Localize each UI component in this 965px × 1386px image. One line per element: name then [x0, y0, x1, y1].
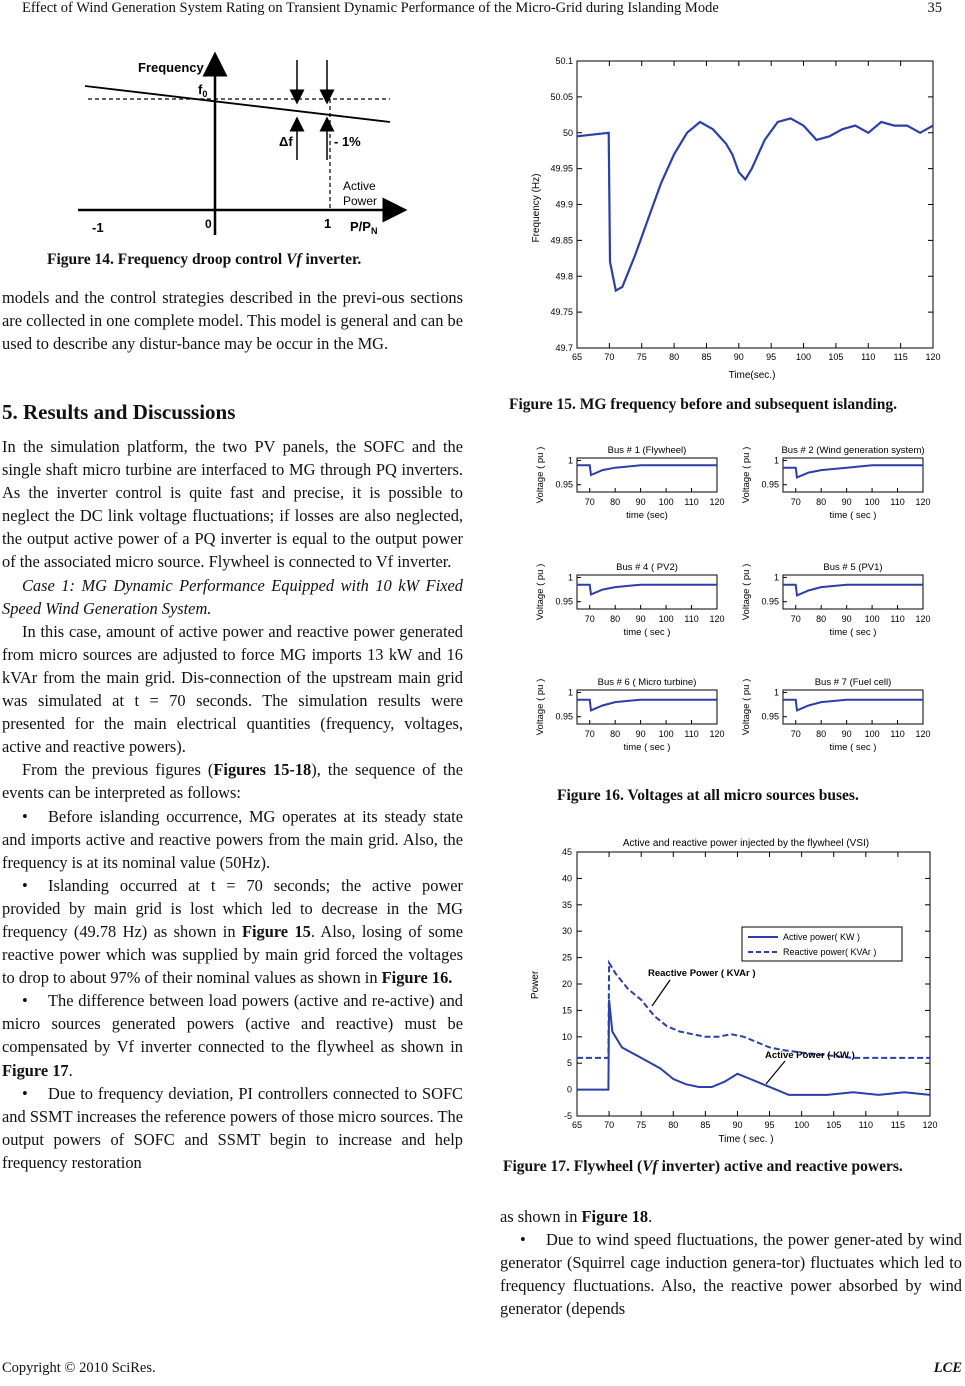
fig16-voltage-line [783, 700, 923, 711]
fig15-xtick-label: 120 [925, 352, 941, 362]
fig16-xtick-label: 120 [709, 497, 725, 507]
fig16-xtick-label: 90 [635, 614, 646, 624]
fig16-ylabel: Voltage ( pu ) [741, 563, 752, 621]
fig17-xtick-label: 95 [764, 1120, 775, 1130]
fig16-xtick-label: 80 [610, 729, 621, 739]
fig16-panel-title: Bus # 1 (Flywheel) [607, 445, 687, 456]
fig17-ytick-label: 0 [566, 1084, 572, 1095]
section-heading: 5. Results and Discussions [2, 400, 236, 424]
fig16-ylabel: Voltage ( pu ) [535, 678, 546, 736]
fig15-ylabel: Frequency (Hz) [531, 173, 542, 243]
fig17-xtick-label: 105 [826, 1120, 842, 1130]
fig16-xtick-label: 120 [915, 729, 931, 739]
fig15-ytick-label: 50.1 [555, 56, 573, 66]
fig16-xtick-label: 120 [709, 614, 725, 624]
fig15-ytick-label: 49.95 [550, 163, 573, 174]
fig17-plot-frame [577, 852, 930, 1116]
fig16-xtick-label: 100 [864, 729, 880, 739]
fig16-xtick-label: 90 [841, 729, 852, 739]
fig17-ytick-label: 40 [561, 873, 572, 884]
fig16-xtick-label: 100 [658, 729, 674, 739]
fig17-annotation-reactive-arrow [652, 980, 670, 1006]
fig16-xtick-label: 80 [816, 614, 827, 624]
figure-15-caption: Figure 15. MG frequency before and subsequent islanding. [509, 396, 897, 413]
fig17-xtick-label: 85 [700, 1120, 711, 1130]
fig14-tick-m1: -1 [92, 220, 104, 235]
fig16-xtick-label: 110 [890, 614, 905, 624]
left-paragraph-3: In this case, amount of active power and reactive power generated from micro sources are adjusted to force MG imports 13 kW and 16 kVAr from the main grid. Dis-connection of the upstream main grid was simulated at t = 70 seconds. The simulation results were presented for the main electrical quantities (frequency, voltages, active and reactive powers). [2, 621, 463, 757]
fig16-xtick-label: 90 [841, 497, 852, 507]
fig16-xtick-label: 100 [864, 497, 880, 507]
fig17-annotation-active: Active Power ( KW ) [765, 1050, 855, 1061]
fig15-frequency-line [577, 118, 933, 290]
fig14-f0-label: f [198, 82, 203, 97]
fig15-ytick-label: 49.9 [555, 199, 573, 210]
fig14-tick-1: 1 [324, 216, 332, 231]
fig16-ytick-label: 1 [773, 455, 779, 466]
fig17-xtick-label: 120 [922, 1120, 938, 1130]
fig17-ytick-label: 35 [561, 899, 572, 910]
fig16-panel-title: Bus # 2 (Wind generation system) [781, 445, 925, 456]
fig15-ytick-label: 50 [562, 127, 573, 138]
fig17-ytick-label: 15 [561, 1005, 572, 1016]
fig15-xtick-label: 65 [571, 352, 583, 362]
fig16-xtick-label: 110 [684, 614, 699, 624]
fig16-xtick-label: 110 [890, 497, 905, 507]
fig16-voltage-line [577, 585, 717, 595]
figure-14-caption: Figure 14. Frequency droop control Vf inverter. [47, 251, 362, 268]
fig17-xtick-label: 115 [890, 1120, 906, 1130]
fig16-xtick-label: 70 [584, 497, 595, 507]
page-number: 35 [927, 0, 942, 16]
fig15-xtick-label: 75 [636, 352, 647, 362]
fig16-ytick-label: 0.95 [761, 479, 779, 490]
fig15-xlabel: Time(sec.) [728, 370, 776, 381]
fig17-xtick-label: 100 [794, 1120, 810, 1130]
fig17-ytick-label: 45 [561, 847, 572, 857]
fig16-xtick-label: 100 [658, 614, 674, 624]
fig16-xtick-label: 70 [790, 497, 801, 507]
bullet-2: • Islanding occurred at t = 70 seconds; the active power provided by main grid is lost which led to decrease in the MG frequency (49.78 Hz) as shown in Figure 15. Also, losing of some reactive power which was supplied by main grid forced the voltages to drop to about 97% of their nominal values as shown in Figure 16. [2, 875, 463, 988]
fig17-ylabel: Power [530, 970, 541, 1000]
fig16-panel-frame [577, 458, 717, 492]
figure-16-caption: Figure 16. Voltages at all micro sources buses. [557, 787, 859, 804]
fig16-ylabel: Voltage ( pu ) [535, 446, 546, 504]
right-column-body [500, 1205, 962, 1320]
fig16-xtick-label: 80 [610, 497, 621, 507]
fig15-xtick-label: 80 [669, 352, 680, 362]
fig17-xtick-label: 90 [732, 1120, 743, 1130]
left-paragraph-2: In the simulation platform, the two PV panels, the SOFC and the single shaft micro turbine are interfaced to MG through PQ inverters. As the inverter control is quite fast and precise, it is possible to neglect the DC link voltage fluctuations; if losses are also neglected, the output active power of a PQ inverter is equal to the output power of the associated micro source. Flywheel is connected to Vf inverter. [2, 437, 463, 572]
fig15-ytick-label: 49.7 [555, 343, 573, 353]
fig16-voltage-line [577, 700, 717, 711]
running-header [22, 0, 942, 22]
fig17-ytick-label: 10 [561, 1031, 572, 1042]
fig16-xtick-label: 70 [584, 729, 595, 739]
fig15-ytick-label: 49.75 [550, 307, 573, 318]
fig16-xtick-label: 120 [915, 497, 931, 507]
fig17-annotation-active-arrow [766, 1061, 785, 1084]
fig16-panel-title: Bus # 4 ( PV2) [616, 562, 678, 573]
fig16-ytick-label: 1 [567, 687, 573, 698]
bullet-3: • The difference between load powers (active and re-active) and micro sources generated powers (active and reactive) must be compensated by Vf inverter connected to the flywheel as shown in Figure 17. [2, 991, 463, 1080]
fig16-ytick-label: 1 [567, 455, 573, 466]
right-bullet-1: • Due to wind speed fluctuations, the power gener-ated by wind generator (Squirrel cage induction genera-tor) fluctuates which led to frequency fluctuations. Also, the reactive power absorbed by wind generator (depends [500, 1230, 962, 1319]
fig17-active-power-line [577, 1000, 930, 1095]
fig16-xtick-label: 120 [915, 614, 931, 624]
fig15-xtick-label: 95 [766, 352, 777, 362]
fig16-ytick-label: 0.95 [555, 479, 573, 490]
figure-17-caption: Figure 17. Flywheel (Vf inverter) active and reactive powers. [503, 1158, 903, 1175]
fig16-voltage-line [783, 585, 923, 596]
figure-14-droop-diagram [60, 50, 410, 250]
fig16-ytick-label: 0.95 [761, 711, 779, 722]
fig16-xtick-label: 80 [816, 497, 827, 507]
fig17-legend-active-label: Active power( KW ) [783, 932, 861, 942]
footer-copyright: Copyright © 2010 SciRes. [2, 1360, 156, 1376]
fig16-panel-title: Bus # 7 (Fuel cell) [814, 677, 892, 688]
fig14-minus1pct-label: - 1% [334, 134, 361, 149]
fig16-xtick-label: 70 [790, 729, 801, 739]
fig16-xtick-label: 100 [658, 497, 674, 507]
fig16-ytick-label: 0.95 [555, 711, 573, 722]
fig15-ytick-label: 49.8 [555, 271, 573, 282]
fig15-xtick-label: 100 [796, 352, 812, 362]
fig16-xtick-label: 120 [709, 729, 725, 739]
fig16-xtick-label: 90 [841, 614, 852, 624]
fig16-ylabel: Voltage ( pu ) [535, 563, 546, 621]
fig16-xtick-label: 90 [635, 497, 646, 507]
fig16-ytick-label: 0.95 [761, 596, 779, 607]
fig14-active-label: Active [343, 179, 376, 193]
fig16-voltage-line [577, 465, 717, 475]
svg-text:f0: $f_0$ [198, 82, 208, 99]
fig17-xtick-label: 65 [571, 1120, 583, 1130]
fig16-ytick-label: 1 [773, 687, 779, 698]
page-footer [2, 1360, 962, 1377]
figure-17-power-chart [520, 830, 950, 1150]
fig16-xtick-label: 110 [684, 497, 699, 507]
fig16-xtick-label: 70 [790, 614, 801, 624]
fig17-xtick-label: 75 [636, 1120, 647, 1130]
fig15-xtick-label: 110 [861, 352, 876, 362]
fig16-xtick-label: 110 [684, 729, 699, 739]
fig16-ytick-label: 0.95 [555, 596, 573, 607]
fig16-xlabel: time ( sec ) [623, 627, 671, 638]
fig17-title: Active and reactive power injected by the flywheel (VSI) [622, 838, 870, 849]
fig15-ytick-label: 50.05 [550, 91, 573, 102]
svg-text:P/PN: $P/P_N$ [350, 219, 378, 236]
case-1-title: Case 1: MG Dynamic Performance Equipped with 10 kW Fixed Speed Wind Generation System. [2, 575, 463, 618]
fig15-xtick-label: 90 [733, 352, 744, 362]
fig14-delta-f-label: Δf [279, 134, 293, 149]
fig17-xtick-label: 110 [858, 1120, 873, 1130]
fig16-xtick-label: 70 [584, 614, 595, 624]
bullet-4: • Due to frequency deviation, PI controllers connected to SOFC and SSMT increases the reference powers of those micro sources. The output powers of SOFC and SSMT begin to increase and help frequency restoration [2, 1083, 463, 1172]
figure-15-frequency-chart [520, 48, 950, 388]
right-paragraph-1: as shown in Figure 18. [500, 1207, 653, 1226]
fig15-xtick-label: 115 [893, 352, 908, 362]
fig17-ytick-label: -5 [563, 1111, 572, 1121]
fig15-xtick-label: 105 [828, 352, 844, 362]
fig16-ylabel: Voltage ( pu ) [741, 446, 752, 504]
fig16-ytick-label: 1 [567, 572, 573, 583]
fig16-ytick-label: 1 [773, 572, 779, 583]
fig17-ytick-label: 5 [566, 1058, 572, 1069]
fig16-xlabel: time ( sec ) [623, 742, 671, 753]
left-paragraph-1: models and the control strategies described in the previ-ous sections are collected in one complete model. This model is general and can be used to describe any distur-bance may be occur in the MG. [2, 288, 463, 354]
left-column [2, 286, 463, 355]
fig17-xtick-label: 80 [668, 1120, 679, 1130]
fig16-xtick-label: 80 [610, 614, 621, 624]
fig14-ppn-label: P/P [350, 219, 371, 234]
left-column-body [2, 435, 463, 1174]
fig17-ytick-label: 30 [561, 926, 572, 937]
fig15-xtick-label: 85 [701, 352, 712, 362]
fig17-ytick-label: 20 [561, 979, 572, 989]
fig16-xtick-label: 80 [816, 729, 827, 739]
fig16-xlabel: time (sec) [626, 510, 668, 521]
fig16-xtick-label: 100 [864, 614, 880, 624]
fig17-xtick-label: 70 [604, 1120, 615, 1130]
footer-journal: LCE [933, 1360, 962, 1376]
droop-line [85, 86, 390, 122]
fig14-power-label: Power [343, 194, 378, 208]
fig15-ytick-label: 49.85 [550, 235, 573, 246]
fig16-xlabel: time ( sec ) [829, 510, 877, 521]
fig15-plot-frame [577, 61, 933, 348]
fig14-tick-0: 0 [205, 217, 212, 231]
fig14-frequency-label: Frequency [138, 60, 204, 75]
fig16-xtick-label: 90 [635, 729, 646, 739]
fig16-xlabel: time ( sec ) [829, 627, 877, 638]
fig16-panel-title: Bus # 5 (PV1) [823, 562, 883, 573]
fig17-annotation-reactive: Reactive Power ( KVAr ) [648, 968, 756, 979]
header-title: Effect of Wind Generation System Rating on Transient Dynamic Performance of the Micro-Grid during Islanding Mode [22, 0, 719, 16]
bullet-1: • Before islanding occurrence, MG operates at its steady state and imports active and reactive powers from the main grid. Also, the frequency is at its nominal value (50Hz). [2, 806, 463, 872]
fig16-voltage-line [783, 465, 923, 477]
fig16-panel-title: Bus # 6 ( Micro turbine) [597, 677, 697, 688]
fig16-xtick-label: 110 [890, 729, 905, 739]
fig17-ytick-label: 25 [561, 952, 572, 963]
fig16-ylabel: Voltage ( pu ) [741, 678, 752, 736]
fig16-xlabel: time ( sec ) [829, 742, 877, 753]
fig17-legend-reactive-label: Reactive power( KVAr ) [783, 947, 877, 957]
figure-16-voltage-panels [520, 440, 950, 780]
fig17-xlabel: Time ( sec. ) [718, 1134, 774, 1145]
fig15-xtick-label: 70 [604, 352, 615, 362]
left-paragraph-4: From the previous figures (Figures 15-18), the sequence of the events can be interpreted as follows: [2, 760, 463, 803]
